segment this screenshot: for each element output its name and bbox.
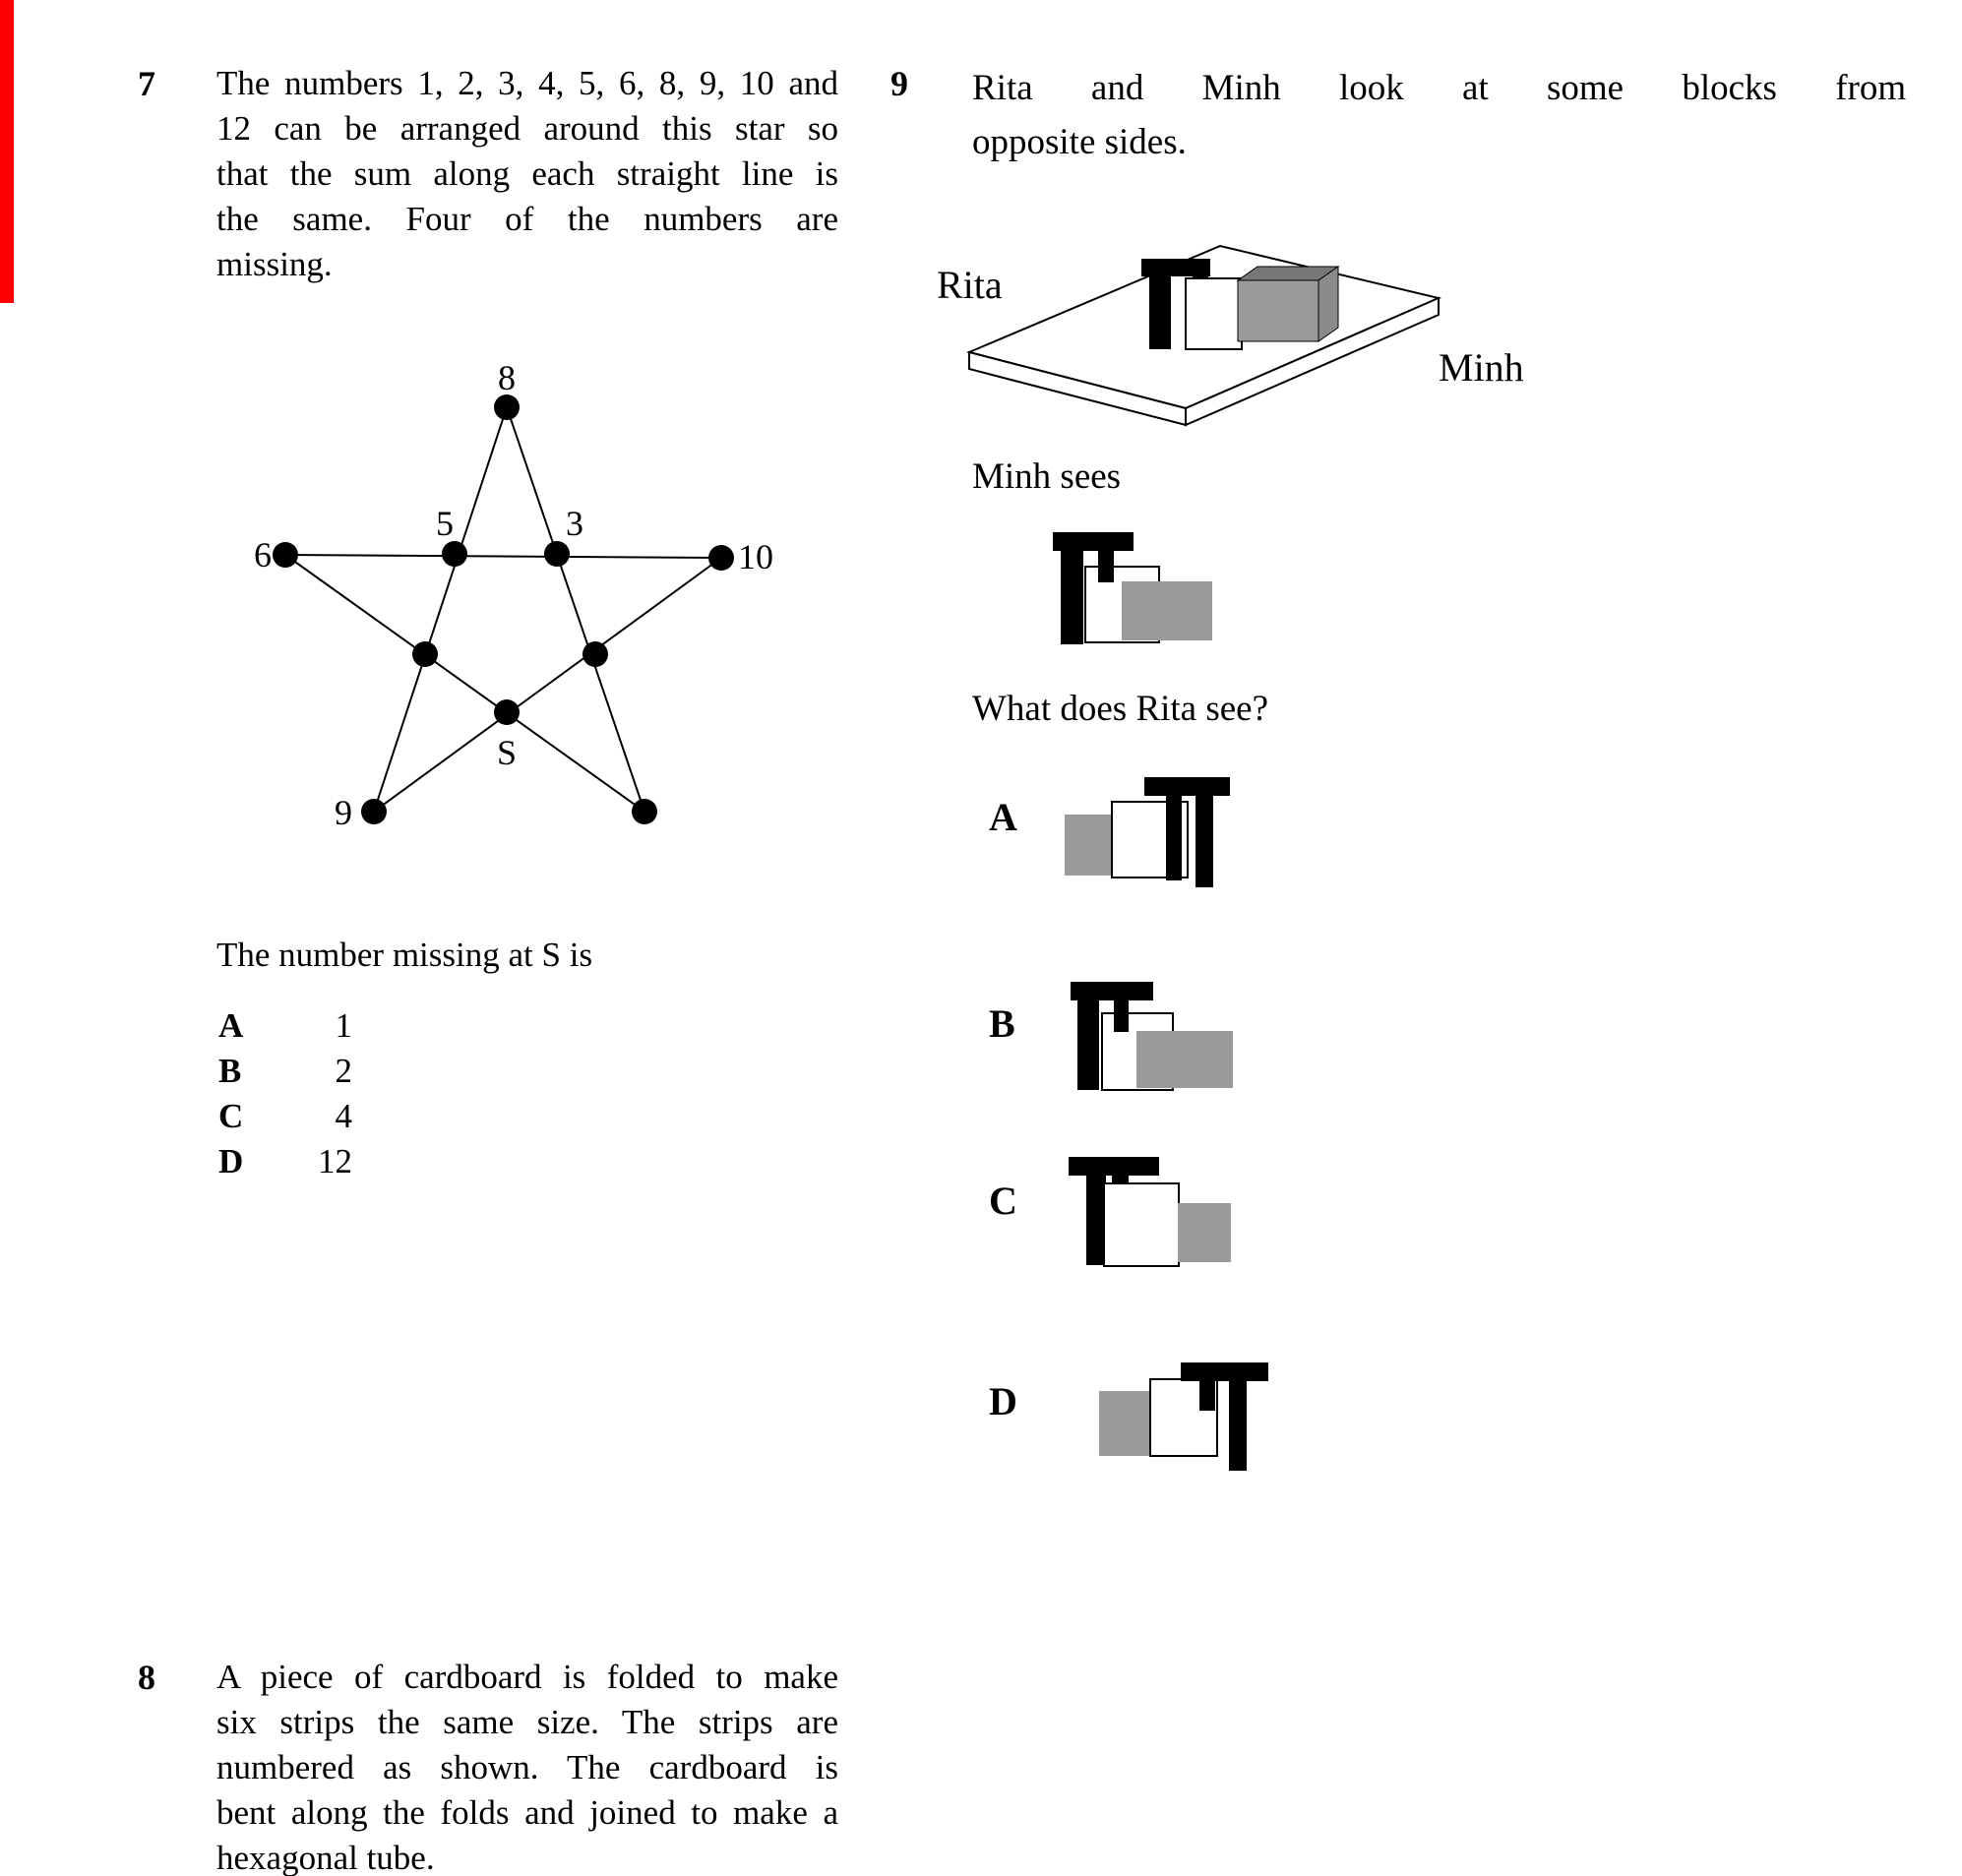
q9-number: 9 xyxy=(890,64,908,103)
option-letter: A xyxy=(218,1006,244,1045)
gray-block xyxy=(1136,1031,1233,1088)
q7-number: 7 xyxy=(138,64,155,103)
q9-option-figure-A xyxy=(1061,772,1248,895)
rita-question: What does Rita see? xyxy=(972,689,1269,729)
q9-option-figure-D xyxy=(1094,1356,1281,1479)
q7-options xyxy=(218,1003,352,1184)
white-block xyxy=(1186,278,1242,349)
q7-option-D xyxy=(218,1139,352,1184)
star-diagram xyxy=(236,366,787,887)
q9-option-letter-C: C xyxy=(989,1179,1017,1223)
q7-line: the same. Four of the numbers are xyxy=(216,200,838,238)
option-value: 12 xyxy=(318,1142,352,1180)
star-label-S: S xyxy=(496,733,518,772)
red-margin-bar xyxy=(0,0,14,303)
q7-option-C xyxy=(218,1094,352,1139)
option-value: 2 xyxy=(335,1052,352,1090)
star-label-8: 8 xyxy=(498,366,516,397)
option-value: 4 xyxy=(335,1097,352,1135)
q7-line: missing. xyxy=(216,245,333,283)
q8-line: numbered as shown. The cardboard is xyxy=(216,1748,838,1786)
q8-line: hexagonal tube. xyxy=(216,1839,435,1876)
q9-option-figure-C xyxy=(1063,1151,1250,1269)
q9-paragraph xyxy=(972,61,1906,169)
blocks-scene xyxy=(959,231,1471,443)
q9-option-letter-D: D xyxy=(989,1379,1017,1423)
rita-label: Rita xyxy=(937,263,1003,307)
option-letter: D xyxy=(218,1142,244,1180)
q7-line: The numbers 1, 2, 3, 4, 5, 6, 8, 9, 10 and xyxy=(216,64,838,102)
gray-block xyxy=(1122,581,1212,640)
minh-label: Minh xyxy=(1439,345,1524,390)
q7-option-B xyxy=(218,1049,352,1094)
star-label-9: 9 xyxy=(335,793,352,832)
q8-line: six strips the same size. The strips are xyxy=(216,1703,838,1741)
q9-option-letter-B: B xyxy=(989,1001,1015,1046)
q9-line: opposite sides. xyxy=(972,122,1187,162)
minh-sees-label: Minh sees xyxy=(972,456,1122,497)
option-letter: C xyxy=(218,1097,244,1135)
q7-line: that the sum along each straight line is xyxy=(216,154,838,193)
star-label-6: 6 xyxy=(254,535,272,575)
q7-line: 12 can be arranged around this star so xyxy=(216,109,838,148)
q9-line: Rita and Minh look at some blocks from xyxy=(972,68,1907,108)
gray-block xyxy=(1178,1203,1231,1262)
star-label-10: 10 xyxy=(738,537,773,576)
star-label-3: 3 xyxy=(566,504,583,543)
q7-option-A xyxy=(218,1003,352,1049)
q8-paragraph xyxy=(216,1655,838,1876)
star-label-5: 5 xyxy=(436,504,454,543)
q9-option-figure-B xyxy=(1063,974,1250,1097)
option-value: 1 xyxy=(335,1006,352,1045)
minh-sees-figure xyxy=(1043,524,1230,652)
q9-option-letter-A: A xyxy=(989,795,1017,839)
option-letter: B xyxy=(218,1052,242,1090)
q7-paragraph xyxy=(216,61,838,287)
q7-prompt: The number missing at S is xyxy=(216,936,593,974)
q8-line: A piece of cardboard is folded to make xyxy=(216,1658,838,1696)
q8-line: bent along the folds and joined to make a xyxy=(216,1793,838,1832)
gray-block xyxy=(1238,267,1338,341)
white-block xyxy=(1104,1183,1179,1266)
q8-number: 8 xyxy=(138,1658,155,1697)
